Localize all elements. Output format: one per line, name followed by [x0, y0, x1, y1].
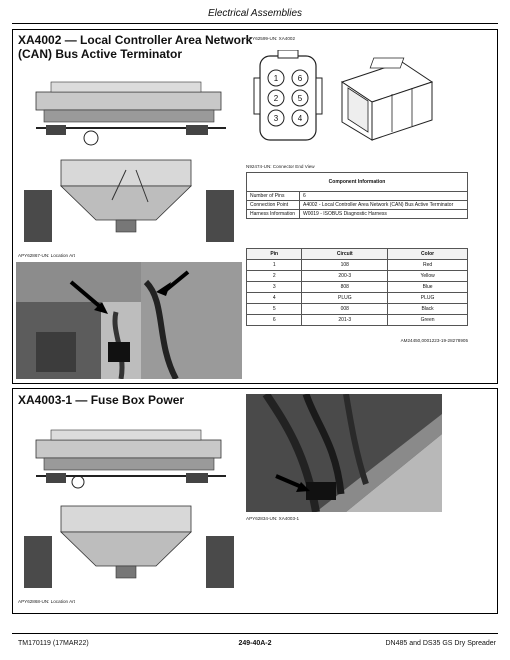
circuit-cell: 008 — [302, 304, 388, 315]
connector-pin-2: 2 — [273, 94, 279, 103]
pin-table-header-pin: Pin — [247, 249, 302, 260]
color-cell: Black — [388, 304, 468, 315]
circuit-cell: PLUG — [302, 293, 388, 304]
pin-table — [246, 248, 468, 326]
info-label-pins: Number of Pins — [247, 192, 300, 201]
page-header-title: Electrical Assemblies — [207, 8, 303, 19]
spreader-location-art — [16, 70, 241, 250]
reference-code: AM24450,0001223-19-28278905 — [400, 338, 468, 343]
pin-cell: 3 — [247, 282, 302, 293]
color-cell: Red — [388, 260, 468, 271]
info-value-harness: W0019 - ISOBUS Diagnostic Harness — [300, 210, 468, 219]
fuse-box-location-art — [16, 418, 241, 596]
location-art-caption-1: APY62867-UN: Location Art — [18, 253, 75, 258]
color-cell: Blue — [388, 282, 468, 293]
component-info-table — [246, 172, 468, 219]
table-row — [247, 293, 468, 304]
fuse-box-photo — [246, 394, 442, 512]
circuit-cell: 808 — [302, 282, 388, 293]
pin-cell: 5 — [247, 304, 302, 315]
info-value-pins: 6 — [300, 192, 468, 201]
connector-pin-6: 6 — [297, 74, 303, 83]
table-row — [247, 282, 468, 293]
footer-product-name: DN485 and DS35 GS Dry Spreader — [385, 640, 496, 647]
connector-3d-drawing — [332, 52, 442, 144]
color-cell: Green — [388, 315, 468, 326]
color-cell: PLUG — [388, 293, 468, 304]
pin-cell: 2 — [247, 271, 302, 282]
header-rule — [12, 23, 498, 24]
connector-end-view — [248, 50, 328, 145]
circuit-cell: 201-3 — [302, 315, 388, 326]
connector-pin-1: 1 — [273, 74, 279, 83]
pin-cell: 1 — [247, 260, 302, 271]
info-label-harness: Harness Information — [247, 210, 300, 219]
section-xa4002-title-line1: XA4002 — Local Controller Area Network — [18, 33, 253, 47]
circuit-cell: 108 — [302, 260, 388, 271]
table-row — [247, 260, 468, 271]
connector-end-view-caption: N92474-UN: Connector End View — [246, 164, 315, 169]
section-xa4002-title-line2: (CAN) Bus Active Terminator — [18, 47, 183, 61]
footer-page-number: 249-40A-2 — [238, 640, 272, 647]
location-photo-xa4002 — [16, 262, 242, 379]
component-info-heading: Component Information — [247, 173, 468, 192]
footer-rule — [12, 633, 498, 634]
connector-pin-5: 5 — [297, 94, 303, 103]
pin-table-header-circuit: Circuit — [302, 249, 388, 260]
info-value-connection: A4002 - Local Controller Area Network (CAN) Bus Active Terminator — [300, 201, 468, 210]
table-row — [247, 315, 468, 326]
connector-pin-4: 4 — [297, 114, 303, 123]
connector-caption: APY62599-UN: XA4002 — [246, 36, 296, 41]
connector-pin-3: 3 — [273, 114, 279, 123]
location-art-caption-2: APY62868-UN: Location Art — [18, 599, 75, 604]
footer-manual-id: TM170119 (17MAR22) — [18, 640, 89, 647]
info-label-connection: Connection Point — [247, 201, 300, 210]
color-cell: Yellow — [388, 271, 468, 282]
section-xa4002-title — [18, 33, 252, 61]
table-row — [247, 304, 468, 315]
section-xa4003-1-title: XA4003-1 — Fuse Box Power — [18, 393, 185, 407]
pin-cell: 6 — [247, 315, 302, 326]
table-row — [247, 271, 468, 282]
circuit-cell: 200-3 — [302, 271, 388, 282]
pin-table-header-color: Color — [388, 249, 468, 260]
fuse-box-photo-caption: APY62834-UN: XA4003-1 — [246, 516, 300, 521]
pin-cell: 4 — [247, 293, 302, 304]
